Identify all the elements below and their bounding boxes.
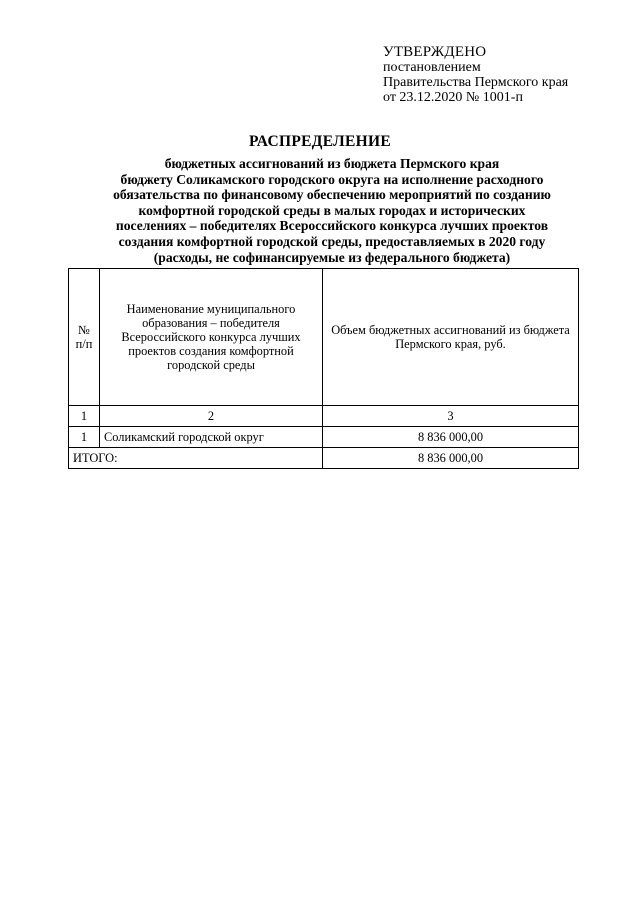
table-header-row [69,269,579,406]
header-amount: Объем бюджетных ассигнований из бюджета Пермского края, руб. [323,269,579,406]
approval-stamp [383,45,568,105]
column-number: 2 [100,406,323,427]
subtitle-line: поселениях – победителях Всероссийского конкурса лучших проектов [115,218,549,234]
column-number: 1 [69,406,100,427]
row-amount: 8 836 000,00 [323,427,579,448]
header-municipality: Наименование муниципального образования – победителя Всероссийского конкурса лучших проектов создания комфортной городской среды [100,269,323,406]
subtitle-line: бюджету Соликамского городского округа на исполнение расходного [120,171,544,187]
subtitle-line: (расходы, не софинансируемые из федерального бюджета) [153,249,511,265]
table-row [69,427,579,448]
approval-line-4: от 23.12.2020 № 1001-п [383,90,523,105]
total-amount: 8 836 000,00 [323,448,579,469]
total-row [69,448,579,469]
document-title: РАСПРЕДЕЛЕНИЕ [249,133,391,150]
row-municipality: Соликамский городской округ [100,427,323,448]
subtitle-line: бюджетных ассигнований из бюджета Пермского края [164,156,500,171]
header-number [69,269,100,406]
approval-heading: УТВЕРЖДЕНО [383,44,487,60]
header-number-label: п/п [75,337,93,351]
approval-line-3: Правительства Пермского края [383,75,569,90]
row-number: 1 [69,427,100,448]
document-subtitle [80,156,584,265]
subtitle-line: комфортной городской среды в малых городах и исторических [138,202,526,218]
column-number: 3 [323,406,579,427]
approval-line-2: постановлением [383,60,481,75]
subtitle-line: создания комфортной городской среды, предоставляемых в 2020 году [118,233,546,249]
total-label: ИТОГО: [69,448,323,469]
subtitle-line: обязательства по финансовому обеспечению мероприятий по созданию [113,187,551,203]
allocation-table [68,268,579,469]
column-numbers-row [69,406,579,427]
header-number-symbol: № [78,323,90,337]
